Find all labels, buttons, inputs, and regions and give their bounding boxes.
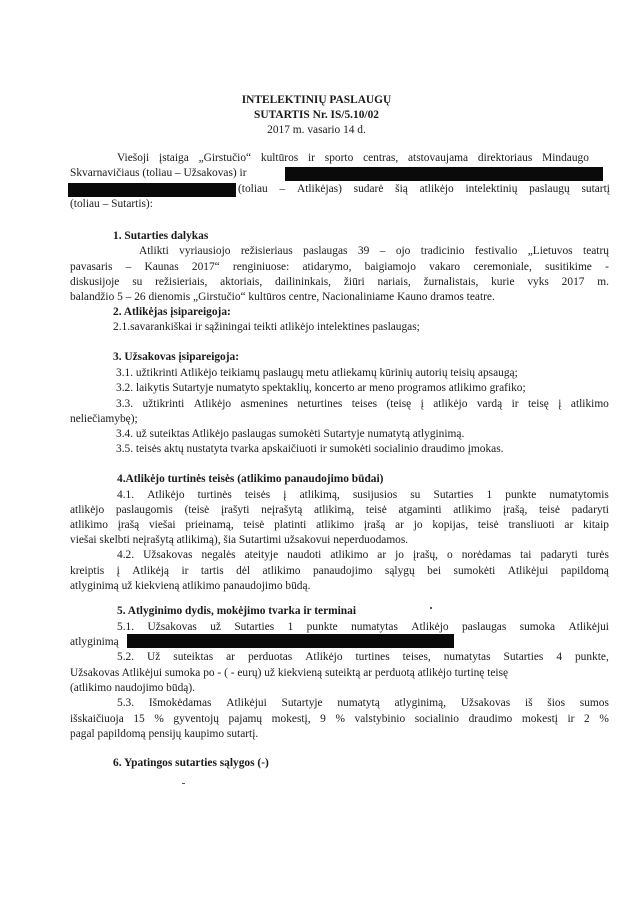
section-4-line bbox=[70, 564, 609, 579]
word: ar bbox=[226, 651, 235, 663]
contract-date: 2017 m. vasario 14 d. bbox=[267, 124, 366, 136]
section-5-line: (atlikimo naudojimo būdą). bbox=[70, 682, 195, 694]
word: Už bbox=[147, 651, 161, 663]
redacted-block bbox=[68, 183, 236, 197]
section-5-line bbox=[117, 650, 609, 665]
word: aktoriais, bbox=[220, 276, 263, 288]
section-3-heading: 3. Užsakovas įsipareigoja: bbox=[113, 351, 240, 363]
word: (teisė bbox=[184, 504, 210, 516]
section-3-line: 3.2. laikytis Sutartyje numatyto spektaklių, koncerto ar meno programos atlikimo grafiko; bbox=[116, 382, 526, 394]
section-3-line: 3.4. už suteiktas Atlikėjo paslaugas sumokėti Sutartyje numatytą atlyginimą. bbox=[116, 428, 465, 440]
word: Sutarties bbox=[503, 651, 544, 663]
word: vakaro bbox=[429, 261, 461, 273]
word: o bbox=[447, 549, 453, 561]
word: režisieriais, bbox=[155, 276, 208, 288]
word: Atlikėjui bbox=[507, 565, 549, 577]
word: susijusios bbox=[352, 489, 398, 501]
section-2-line: 2.1.savarankiškai ir sąžiningai teikti atlikėjo intelektines paslaugas; bbox=[113, 321, 420, 333]
word: teatrų bbox=[583, 245, 609, 257]
word: platinti bbox=[274, 519, 307, 531]
word: paslaugomis bbox=[115, 504, 173, 516]
word: teises, bbox=[402, 651, 431, 663]
word: draudimo bbox=[468, 713, 513, 725]
word: 9 bbox=[320, 713, 326, 725]
word: 3.3. bbox=[116, 398, 134, 410]
section-3-line: 3.1. užtikrinti Atlikėjo teikiamų paslaugų metu atliekamų kūrinių autorių teisių apsaugą; bbox=[116, 367, 518, 379]
word: tai bbox=[520, 549, 532, 561]
word: pajamų bbox=[228, 713, 263, 725]
word: ar bbox=[377, 549, 387, 561]
word: Sutarties bbox=[234, 621, 275, 633]
intro-line-1 bbox=[117, 151, 589, 166]
section-4-heading: 4.Atlikėjo turtinės teisės (atlikimo panaudojimo būdai) bbox=[117, 473, 384, 485]
word: kultūros bbox=[260, 152, 299, 164]
section-5-line: atlyginimą bbox=[70, 636, 119, 648]
word: Atlikėjo bbox=[305, 651, 343, 663]
word: įstaiga bbox=[159, 152, 189, 164]
word: Išmokėdamas bbox=[148, 697, 212, 709]
word: susitikime bbox=[545, 261, 592, 273]
scan-mark bbox=[182, 783, 185, 784]
word: išskaičiuoja bbox=[70, 713, 124, 725]
intro-line-3 bbox=[238, 182, 610, 197]
word: valstybinio bbox=[354, 713, 406, 725]
word: paslaugų bbox=[529, 183, 570, 195]
word: Viešoji bbox=[117, 152, 150, 164]
word: atlikėjo bbox=[70, 504, 105, 516]
word: 39 bbox=[357, 245, 370, 257]
section-5-line: Užsakovas Atlikėjui sumoka po - ( - eurų) už kiekvieną suteiktą ar perduotą atlikėjo turtinę teisę bbox=[70, 667, 509, 679]
section-4-line: viešai skelbti neįrašytą atlikimą), šia Sutartimi užsakovui neperduodamos. bbox=[70, 534, 409, 546]
word: 1 bbox=[486, 489, 493, 501]
section-3-line: 3.5. teisės aktų nustatyta tvarka apskaičiuoti ir sumokėti socialinio draudimo įmokas. bbox=[116, 443, 504, 455]
section-5-line bbox=[70, 712, 609, 727]
section-5-line bbox=[117, 696, 609, 711]
section-4-line bbox=[117, 488, 609, 503]
word: įrašą, bbox=[502, 504, 528, 516]
word: norėdamas bbox=[461, 549, 512, 561]
word: Atlikti bbox=[139, 245, 169, 257]
word: 5.1. bbox=[117, 621, 135, 633]
contract-number: SUTARTIS Nr. IS/5.10/02 bbox=[254, 109, 379, 121]
word: 15 bbox=[133, 713, 145, 725]
word: atlikimo bbox=[453, 504, 492, 516]
word: ceremoniale, bbox=[473, 261, 532, 273]
word: į bbox=[116, 565, 120, 577]
word: – bbox=[379, 245, 386, 257]
word: 5.2. bbox=[117, 651, 135, 663]
word: ir bbox=[181, 565, 189, 577]
word: įrašyti bbox=[220, 504, 250, 516]
word: Atlikėjui bbox=[226, 697, 267, 709]
word: atlikimą, bbox=[314, 504, 355, 516]
word: Atlikėjas) bbox=[296, 183, 342, 195]
section-1-line bbox=[139, 244, 609, 259]
word: padaryti bbox=[571, 504, 609, 516]
word: kreiptis bbox=[70, 565, 105, 577]
word: Sutarties bbox=[433, 489, 474, 501]
word: paslaugas bbox=[303, 245, 348, 257]
word: neįrašytą bbox=[261, 504, 303, 516]
word: su bbox=[132, 276, 143, 288]
redacted-block bbox=[285, 167, 603, 181]
word: transliuoti bbox=[508, 519, 555, 531]
word: panaudojimo bbox=[312, 565, 373, 577]
word: turtinės bbox=[197, 489, 232, 501]
word: Sutartyje bbox=[281, 697, 323, 709]
contract-title: INTELEKTINIŲ PASLAUGŲ bbox=[241, 94, 392, 106]
word: renginiuose: bbox=[232, 261, 290, 273]
word: vardą bbox=[476, 398, 503, 410]
word: dėl bbox=[236, 565, 251, 577]
word: sudarė bbox=[353, 183, 384, 195]
word: sutartį bbox=[581, 183, 610, 195]
word: negalės bbox=[201, 549, 236, 561]
word: ateityje bbox=[244, 549, 279, 561]
word: nariais, bbox=[377, 276, 411, 288]
scan-mark bbox=[430, 607, 432, 609]
word: 4 bbox=[556, 651, 563, 663]
word: sąlygų bbox=[384, 565, 415, 577]
word: perduotas bbox=[247, 651, 293, 663]
word: papildomą bbox=[560, 565, 609, 577]
word: numatytomis bbox=[549, 489, 609, 501]
word: tradicinio bbox=[420, 245, 465, 257]
word: paslaugas bbox=[461, 621, 507, 633]
word: 2 bbox=[584, 713, 590, 725]
word: punkte bbox=[306, 621, 338, 633]
word: užtikrinti bbox=[142, 398, 185, 410]
word: dailininkais, bbox=[275, 276, 332, 288]
word: įrašą bbox=[363, 519, 386, 531]
section-5-line bbox=[117, 620, 609, 635]
word: diskusijoje bbox=[70, 276, 120, 288]
word: atlikimo bbox=[70, 519, 108, 531]
word: asmenines bbox=[240, 398, 288, 410]
word: žiūri bbox=[343, 276, 365, 288]
word: punkte bbox=[505, 489, 537, 501]
section-6-heading: 6. Ypatingos sutarties sąlygos (-) bbox=[113, 757, 269, 769]
word: teisės bbox=[244, 489, 271, 501]
redacted-block bbox=[127, 634, 454, 648]
word: ar bbox=[564, 519, 574, 531]
word: atlikėjo bbox=[433, 398, 468, 410]
word: m. bbox=[597, 276, 609, 288]
word: jo bbox=[395, 549, 405, 561]
word: turės bbox=[586, 549, 609, 561]
word: prieinamą, bbox=[185, 519, 234, 531]
word: teisė bbox=[365, 504, 387, 516]
section-4-line bbox=[70, 503, 609, 518]
word: Užsakovas bbox=[147, 621, 197, 633]
word: Atlikėją bbox=[132, 565, 169, 577]
word: atlikimą, bbox=[299, 489, 340, 501]
section-1-line bbox=[70, 275, 609, 290]
intro-line-2: Skvarnavičiaus (toliau – Užsakovas) ir bbox=[70, 167, 247, 179]
section-3-line: neliečiamybę); bbox=[70, 413, 138, 425]
word: sumokėti bbox=[453, 565, 496, 577]
word: numatytas bbox=[443, 651, 491, 663]
word: ir bbox=[308, 152, 315, 164]
word: Kaunas bbox=[144, 261, 179, 273]
word: žurnalistais, bbox=[423, 276, 479, 288]
word: su bbox=[410, 489, 421, 501]
word: sporto bbox=[324, 152, 354, 164]
word: – bbox=[279, 183, 286, 195]
word: - bbox=[605, 261, 609, 273]
word: šios bbox=[547, 697, 566, 709]
word: į bbox=[558, 398, 562, 410]
word: sumoka bbox=[519, 621, 556, 633]
word: ir bbox=[511, 398, 519, 410]
word: % bbox=[599, 713, 609, 725]
section-1-heading: 1. Sutarties dalykas bbox=[113, 230, 209, 242]
section-3-line bbox=[116, 397, 609, 412]
word: padaryti bbox=[540, 549, 578, 561]
word: % bbox=[154, 713, 164, 725]
word: intelektinių bbox=[465, 183, 518, 195]
word: į bbox=[420, 398, 424, 410]
word: atidarymo, bbox=[302, 261, 352, 273]
word: Atlikėjo bbox=[193, 398, 232, 410]
section-1-line bbox=[70, 260, 609, 275]
word: Mindaugo bbox=[542, 152, 589, 164]
word: viešai bbox=[148, 519, 176, 531]
word: režisieriaus bbox=[240, 245, 293, 257]
word: atstovaujama bbox=[407, 152, 469, 164]
section-5-line: pagal papildomą pensijų kaupimo sutartį. bbox=[70, 728, 259, 740]
section-4-line bbox=[117, 548, 609, 563]
word: šią bbox=[395, 183, 408, 195]
word: numatytas bbox=[351, 621, 398, 633]
word: socialinio bbox=[414, 713, 460, 725]
word: baigiamojo bbox=[364, 261, 416, 273]
word: naudoti bbox=[287, 549, 322, 561]
word: suteiktas bbox=[173, 651, 214, 663]
word: sumos bbox=[579, 697, 609, 709]
word: neturtines bbox=[297, 398, 343, 410]
word: 2017“ bbox=[191, 261, 220, 273]
word: vyriausiojo bbox=[179, 245, 231, 257]
word: ar bbox=[395, 519, 404, 531]
word: direktoriaus bbox=[477, 152, 533, 164]
word: įrašų, bbox=[413, 549, 439, 561]
word: ojo bbox=[395, 245, 411, 257]
word: pavasaris bbox=[70, 261, 113, 273]
section-1-line: balandžio 5 – 26 dienomis „Girstučio“ kultūros centre, Nacionaliniame Kauno dramos teatre. bbox=[70, 291, 495, 303]
word: 4.1. bbox=[117, 489, 135, 501]
word: 5.3. bbox=[117, 697, 135, 709]
word: tartis bbox=[200, 565, 224, 577]
word: centras, bbox=[363, 152, 399, 164]
word: 1 bbox=[287, 621, 294, 633]
word: vyks bbox=[527, 276, 549, 288]
word: teisė bbox=[539, 504, 560, 516]
word: įrašą bbox=[117, 519, 140, 531]
word: gyventojų bbox=[173, 713, 219, 725]
word: kurie bbox=[491, 276, 515, 288]
section-5-heading: 5. Atlyginimo dydis, mokėjimo tvarka ir terminai bbox=[117, 605, 356, 617]
word: jo bbox=[413, 519, 423, 531]
word: (toliau bbox=[238, 183, 268, 195]
word: teisė bbox=[477, 519, 499, 531]
word: mokestį bbox=[521, 713, 558, 725]
word: punkte, bbox=[574, 651, 609, 663]
word: festivalio bbox=[474, 245, 518, 257]
word: numatytą bbox=[337, 697, 380, 709]
word: atlyginimą, bbox=[394, 697, 447, 709]
word: kopijas, bbox=[432, 519, 469, 531]
word: Atlikėjui bbox=[568, 621, 609, 633]
word: (teisę bbox=[386, 398, 412, 410]
word: Užsakovas bbox=[143, 549, 193, 561]
word: bei bbox=[427, 565, 442, 577]
word: atlikimo bbox=[316, 519, 355, 531]
word: Atlikėjo bbox=[147, 489, 185, 501]
word: „Lietuvos bbox=[527, 245, 573, 257]
word: Užsakovas bbox=[460, 697, 511, 709]
word: atlikimo bbox=[330, 549, 369, 561]
word: atgaminti bbox=[398, 504, 442, 516]
word: mokestį, bbox=[271, 713, 311, 725]
word: „Girstučio“ bbox=[198, 152, 252, 164]
section-2-heading: 2. Atlikėjas įsipareigoja: bbox=[113, 306, 231, 318]
word: – bbox=[125, 261, 132, 273]
word: atlikimo bbox=[262, 565, 301, 577]
word: % bbox=[335, 713, 345, 725]
word: kitaip bbox=[583, 519, 609, 531]
word: ir bbox=[567, 713, 575, 725]
word: iš bbox=[524, 697, 533, 709]
word: turtines bbox=[355, 651, 390, 663]
word: už bbox=[210, 621, 221, 633]
word: atlikėjo bbox=[419, 183, 454, 195]
section-4-line: atlyginimą už kiekvieną atlikimo panaudojimo būdą. bbox=[70, 580, 311, 592]
word: į bbox=[283, 489, 287, 501]
word: atlikimo bbox=[570, 398, 609, 410]
intro-line-4: (toliau – Sutartis): bbox=[70, 198, 153, 210]
word: teisę bbox=[527, 398, 549, 410]
word: Atlikėjo bbox=[411, 621, 449, 633]
word: teises bbox=[351, 398, 378, 410]
word: teisė bbox=[243, 519, 265, 531]
word: 4.2. bbox=[117, 549, 135, 561]
word: 2017 bbox=[561, 276, 585, 288]
section-4-line bbox=[70, 518, 609, 533]
